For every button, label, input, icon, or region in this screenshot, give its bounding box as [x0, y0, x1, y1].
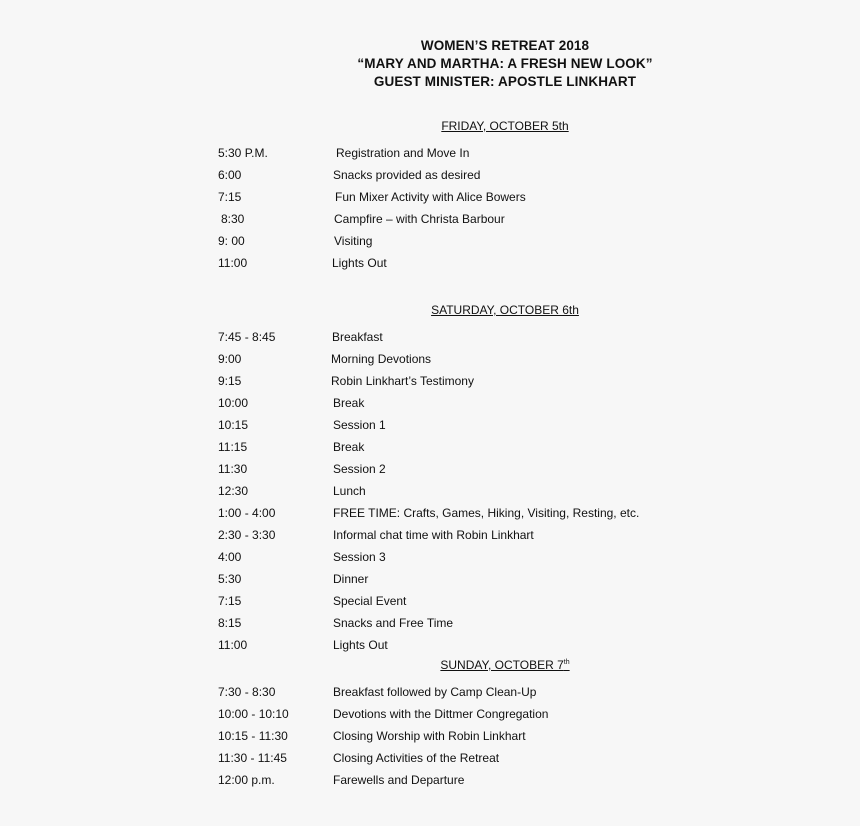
schedule-event: Break: [333, 396, 365, 410]
schedule-time: 10:00: [218, 396, 249, 410]
schedule-event: FREE TIME: Crafts, Games, Hiking, Visiting, Resting, etc.: [333, 506, 640, 520]
schedule-row: [0, 483, 860, 505]
schedule-event: Farewells and Departure: [333, 773, 465, 787]
schedule-friday: [0, 145, 860, 277]
schedule-row: [0, 395, 860, 417]
schedule-row: [0, 351, 860, 373]
schedule-time: 9:15: [218, 374, 242, 388]
schedule-event: Break: [333, 440, 365, 454]
schedule-time: 11:30 - 11:45: [218, 751, 287, 765]
schedule-event: Snacks provided as desired: [333, 168, 481, 182]
schedule-event: Campfire – with Christa Barbour: [334, 212, 505, 226]
schedule-row: [0, 706, 860, 728]
day-heading-text: SATURDAY, OCTOBER 6th: [431, 303, 579, 317]
schedule-time: 1:00 - 4:00: [218, 506, 276, 520]
document-header: [0, 37, 860, 91]
schedule-time: 10:15 - 11:30: [218, 729, 288, 743]
schedule-time: 9:00: [218, 352, 242, 366]
schedule-row: [0, 417, 860, 439]
schedule-row: [0, 255, 860, 277]
schedule-time: 8:15: [218, 616, 242, 630]
schedule-row: [0, 728, 860, 750]
day-heading-friday: [0, 118, 860, 134]
schedule-time: 2:30 - 3:30: [218, 528, 276, 542]
schedule-time: 7:30 - 8:30: [218, 685, 276, 699]
schedule-sunday: [0, 684, 860, 794]
day-heading-main: SUNDAY, OCTOBER 7: [440, 658, 564, 672]
schedule-event: Closing Activities of the Retreat: [333, 751, 500, 765]
schedule-row: [0, 772, 860, 794]
schedule-event: Robin Linkhart’s Testimony: [331, 374, 474, 388]
schedule-event: Snacks and Free Time: [333, 616, 454, 630]
schedule-event: Special Event: [333, 594, 407, 608]
schedule-event: Informal chat time with Robin Linkhart: [333, 528, 534, 542]
schedule-event: Fun Mixer Activity with Alice Bowers: [335, 190, 526, 204]
guest-minister: GUEST MINISTER: APOSTLE LINKHART: [373, 74, 637, 89]
schedule-event: Visiting: [334, 234, 373, 248]
schedule-row: [0, 505, 860, 527]
schedule-row: [0, 211, 860, 233]
schedule-time: 12:00 p.m.: [218, 773, 275, 787]
schedule-event: Lunch: [333, 484, 366, 498]
schedule-event: Lights Out: [333, 638, 388, 652]
schedule-time: 12:30: [218, 484, 249, 498]
retreat-title: WOMEN’S RETREAT 2018: [420, 38, 590, 53]
schedule-row: [0, 439, 860, 461]
schedule-row: [0, 373, 860, 395]
day-heading-text: [440, 658, 569, 672]
schedule-event: Session 1: [333, 418, 386, 432]
day-heading-text: FRIDAY, OCTOBER 5th: [441, 119, 569, 133]
schedule-time: 11:15: [218, 440, 248, 454]
schedule-row: [0, 549, 860, 571]
schedule-event: Breakfast: [332, 330, 383, 344]
schedule-event: Lights Out: [332, 256, 387, 270]
schedule-row: [0, 189, 860, 211]
schedule-time: 4:00: [218, 550, 242, 564]
schedule-time: 7:15: [218, 190, 242, 204]
schedule-time: 6:00: [218, 168, 242, 182]
schedule-row: [0, 329, 860, 351]
schedule-time: 7:15: [218, 594, 242, 608]
schedule-time: 5:30: [218, 572, 242, 586]
schedule-saturday: [0, 329, 860, 659]
retreat-theme: “MARY AND MARTHA: A FRESH NEW LOOK”: [357, 56, 653, 71]
schedule-time: 5:30 P.M.: [218, 146, 268, 160]
schedule-row: [0, 637, 860, 659]
schedule-row: [0, 750, 860, 772]
schedule-row: [0, 615, 860, 637]
schedule-event: Devotions with the Dittmer Congregation: [333, 707, 549, 721]
schedule-row: [0, 684, 860, 706]
schedule-event: Session 2: [333, 462, 386, 476]
schedule-row: [0, 167, 860, 189]
schedule-time: 10:00 - 10:10: [218, 707, 289, 721]
schedule-row: [0, 461, 860, 483]
schedule-time: 11:00: [218, 638, 248, 652]
schedule-row: [0, 527, 860, 549]
schedule-row: [0, 145, 860, 167]
schedule-row: [0, 233, 860, 255]
schedule-time: 10:15: [218, 418, 249, 432]
schedule-event: Session 3: [333, 550, 386, 564]
schedule-time: 9: 00: [218, 234, 245, 248]
schedule-row: [0, 593, 860, 615]
schedule-time: 7:45 - 8:45: [218, 330, 276, 344]
schedule-event: Breakfast followed by Camp Clean-Up: [333, 685, 537, 699]
schedule-event: Morning Devotions: [331, 352, 432, 366]
schedule-event: Dinner: [333, 572, 369, 586]
schedule-row: [0, 571, 860, 593]
day-heading-sunday: [0, 657, 860, 673]
day-heading-saturday: [0, 302, 860, 318]
schedule-event: Registration and Move In: [336, 146, 470, 160]
schedule-time: 11:00: [218, 256, 248, 270]
schedule-event: Closing Worship with Robin Linkhart: [333, 729, 526, 743]
schedule-time: 8:30: [221, 212, 245, 226]
day-heading-suffix: th: [563, 659, 570, 666]
schedule-time: 11:30: [218, 462, 248, 476]
